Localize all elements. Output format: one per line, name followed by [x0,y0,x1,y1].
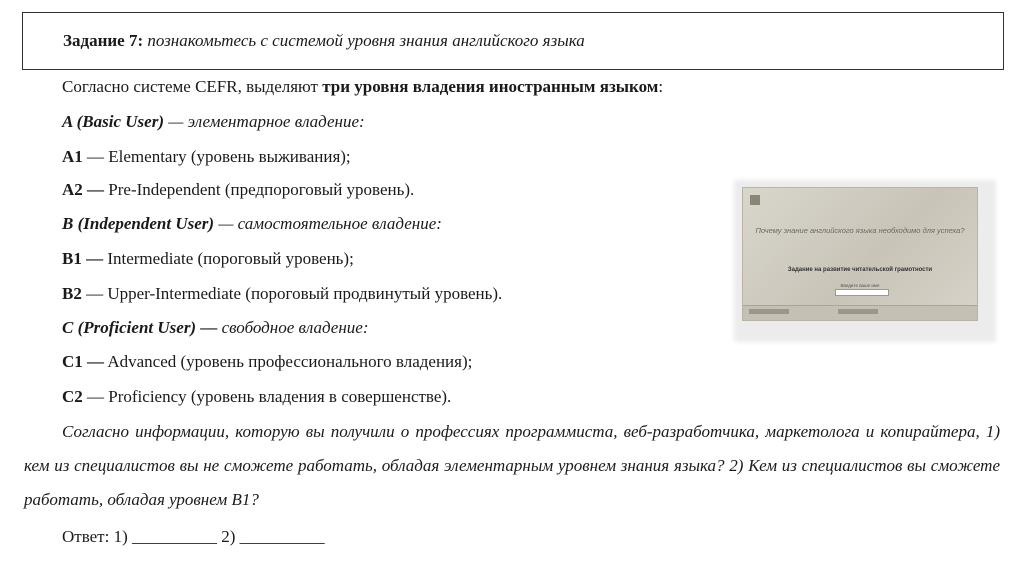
level-b1 [62,249,354,269]
thumbnail-field-label: Введите ваше имя [840,283,880,288]
intro-line [62,77,663,97]
task-title [63,31,585,51]
level-desc: — Upper-Intermediate (пороговый продвинутый уровень). [81,284,503,303]
level-group-b [62,214,442,234]
intro-punct: : [658,77,664,96]
presentation-thumbnail [742,187,978,321]
thumbnail-task: Задание на развитие читательской грамотности [787,267,933,273]
task-number: Задание 7: [63,31,144,50]
level-code: B (Independent User) [62,214,215,233]
level-desc: Pre-Independent (предпороговый уровень). [104,180,415,199]
level-desc: — Elementary (уровень выживания); [82,147,351,166]
level-group-a [62,112,365,132]
level-code: B2 [62,284,82,303]
intro-text: Согласно системе CEFR, выделяют [62,77,323,96]
level-desc: — самостоятельное владение: [214,214,442,233]
level-desc: Advanced (уровень профессионального владения); [104,352,473,371]
level-code: A2 — [62,180,105,199]
answer-line: Ответ: 1) __________ 2) __________ [62,527,325,546]
level-desc: — элементарное владение: [164,112,365,131]
level-code: C (Proficient User) — [62,318,218,337]
level-a2 [62,180,414,200]
level-desc: — Proficiency (уровень владения в совершенстве). [82,387,452,406]
level-desc: Intermediate (пороговый уровень); [103,249,354,268]
level-a1 [62,147,351,167]
thumbnail-question: Почему знание английского языка необходимо для успеха? [755,226,965,235]
level-code: B1 — [62,249,104,268]
level-code: A (Basic User) [62,112,164,131]
level-code: C2 [62,387,83,406]
level-c1 [62,352,472,372]
thumbnail-name-input [835,289,889,296]
level-b2 [62,284,502,304]
task-text: познакомьтесь с системой уровня знания английского языка [147,31,585,50]
task-title-box [22,12,1004,70]
footer-bar [749,309,789,314]
level-c2 [62,387,451,407]
intro-bold: три уровня владения иностранным языком [322,77,659,96]
footer-bar [838,309,878,314]
level-code: C1 — [62,352,105,371]
level-group-c [62,318,369,338]
level-code: A1 [62,147,83,166]
logo-icon [750,195,760,205]
thumbnail-footer [743,305,977,320]
question-paragraph: Согласно информации, которую вы получили о профессиях программиста, веб-разработчика, маркетолога и копирайтера, 1) кем из специалистов вы не сможете работать, обладая элементарным уровнем знания языка? 2) Кем из специалистов вы сможете работать, обладая уровнем B1? [24,422,1000,509]
level-desc: свободное владение: [217,318,369,337]
